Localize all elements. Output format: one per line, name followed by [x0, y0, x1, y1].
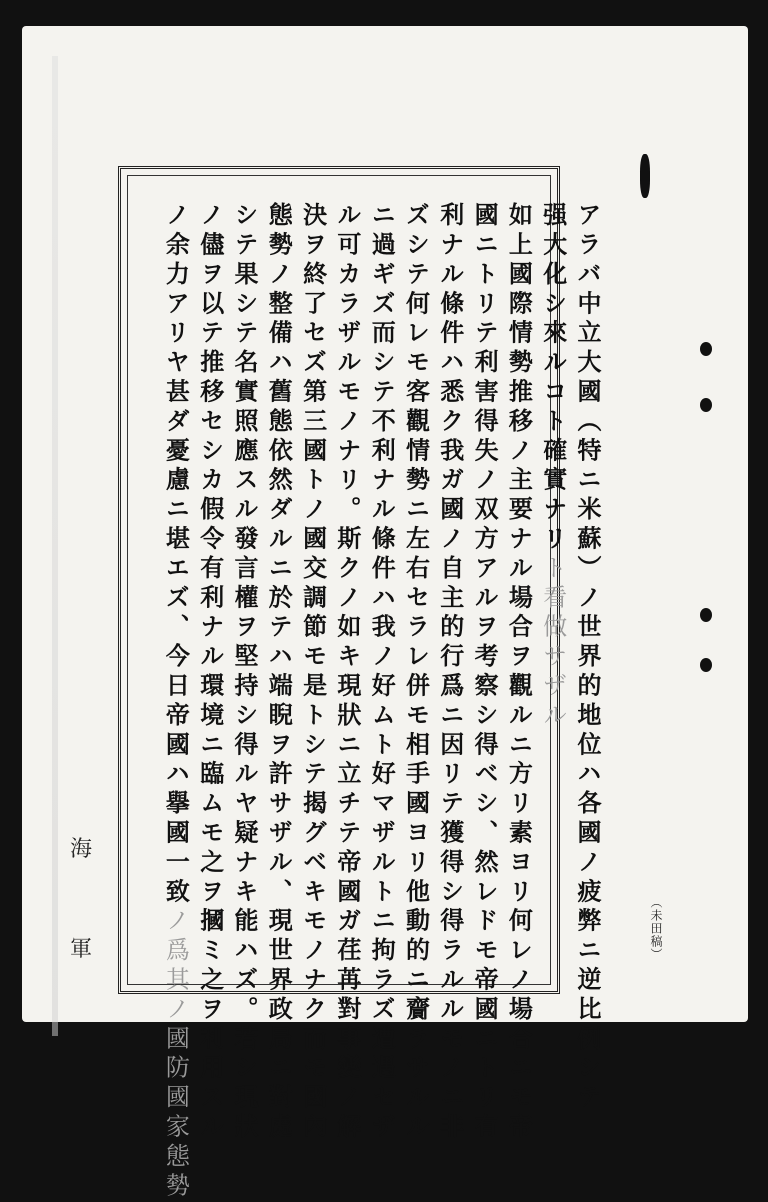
column-text: ニ過ギズ而シテ不利ナル條件ハ我ノ好ムト好マザルトニ拘ラズ遭遇セザ [367, 202, 397, 1143]
column-faint-text: ノ爲其ノ國防國家態勢 [161, 907, 190, 1202]
text-column [264, 202, 294, 1143]
column-text: 利ナル條件ハ悉ク我ガ國ノ自主的行爲ニ因リテ獲得シ得ラルルモノニ非 [435, 202, 465, 1143]
binding-hole-mark [700, 398, 712, 412]
column-text: ノ余力アリヤ甚ダ憂慮ニ堪エズ、今日帝國ハ擧國一致 [161, 202, 191, 908]
column-text: ズシテ何レモ客觀情勢ニ左右セラレ併モ相手國ヨリ他動的ニ齎ラサルル [401, 202, 431, 1143]
margin-char-top: 海 [70, 837, 93, 862]
text-column [470, 202, 500, 1143]
text-column [300, 202, 326, 1143]
text-column [540, 202, 566, 731]
text-column [367, 202, 397, 1143]
column-faint-text: ト看做サザル [538, 554, 567, 732]
column-text: 如上國際情勢推移ノ主要ナル場合ヲ觀ルニ方リ素ヨリ何レノ場合ニモ帝 [504, 202, 534, 1143]
column-text: ノ儘ヲ以テ推移セシカ假令有利ナル環境ニ臨ムモ之ヲ摑ミ之ヲ利用スル [195, 202, 225, 1143]
binding-hole-mark [700, 608, 712, 622]
margin-char-bottom: 軍 [70, 937, 93, 962]
text-column [437, 202, 463, 1143]
text-column [334, 202, 360, 1143]
column-text: 態勢ノ整備ハ舊態依然ダルニ於テハ端睨ヲ許サザル、現世界政局ニ對處 [264, 202, 294, 1143]
punch-mark [640, 154, 650, 198]
column-text: アラバ中立大國（特ニ米蘇）ノ世界的地位ハ各國ノ疲弊ニ逆比例シテ [573, 202, 602, 1114]
scan-edge [52, 56, 58, 1036]
column-text: シテ果シテ名實照應スル發言權ヲ堅持シ得ルヤ疑ナキ能ハズ。若シ現狀 [230, 202, 259, 1143]
text-column [231, 202, 257, 1143]
column-text: 國ニトリテ利害得失ノ双方アルヲ考察シ得ベシ、然レドモ帝國ニトリ有 [470, 202, 500, 1143]
text-column [574, 202, 600, 1113]
column-text: ル可カラザルモノナリ。斯クノ如キ現狀ニ立チテ帝國ガ荏苒對事變ノ解 [332, 202, 362, 1143]
column-text: 强大化シ來ルコト確實ナリ [538, 202, 568, 555]
draft-stamp: （未田稿） [649, 896, 663, 961]
binding-hole-mark [700, 342, 712, 356]
text-column [504, 202, 534, 1143]
text-column [197, 202, 223, 1143]
binding-hole-mark [700, 658, 712, 672]
text-column [403, 202, 429, 1143]
column-text: 決ヲ終了セズ第三國トノ國交調節モ是トシテ揭グベキモノナク而モ國內 [298, 202, 328, 1143]
document-page [22, 26, 748, 1202]
